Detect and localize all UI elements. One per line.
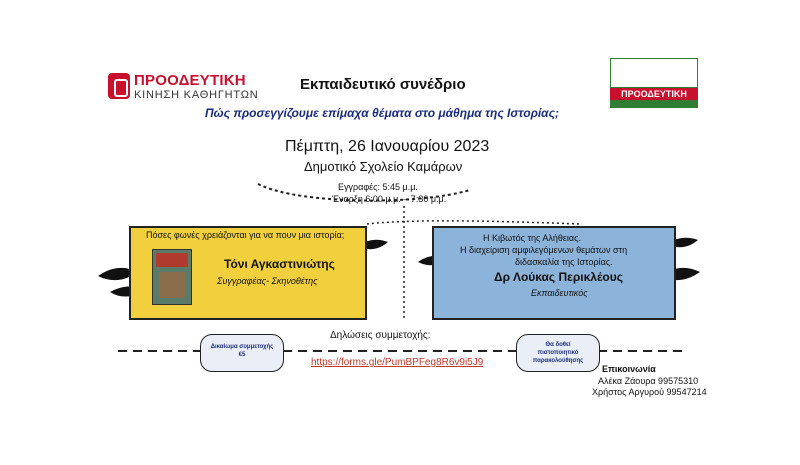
dotted-connector (367, 221, 582, 224)
contact-title: Επικοινωνία (602, 364, 656, 374)
right-logo-word: ΠΡΟΟΔΕΥΤΙΚΗ (610, 88, 698, 100)
fee-label: Δικαίωμα συμμετοχής (210, 344, 274, 350)
start-time: Έναρξη 6:00 μ.μ. – 7:30 μ.μ. (332, 194, 447, 204)
speaker-right-role: Εκπαιδευτικός (531, 288, 588, 298)
speaker-left-question: Πόσες φωνές χρειάζονται για να πουν μια ιστορία; (146, 230, 345, 240)
right-logo (610, 58, 698, 108)
logo-name: ΠΡΟΟΔΕΥΤΙΚΗ (134, 72, 246, 89)
event-venue: Δημοτικό Σχολείο Καμάρων (304, 159, 463, 174)
conference-title: Εκπαιδευτικό συνέδριο (300, 76, 466, 93)
logo-mark-icon (108, 73, 130, 99)
cert-line3: παρακολούθησης (532, 358, 584, 364)
contact-person-1: Αλέκα Ζάουρα 99575310 (598, 376, 699, 386)
progressive-logo (108, 72, 259, 104)
registration-label: Δηλώσεις συμμετοχής: (330, 330, 431, 341)
speaker-left-name: Τόνι Αγκαστινιώτης (224, 257, 335, 271)
contact-person-2: Χρήστος Αργυρού 99547214 (592, 387, 707, 397)
book-cover-image (152, 249, 192, 305)
speaker-right-topic-line3: διδασκαλία της Ιστορίας. (515, 257, 613, 267)
logo-subtitle: ΚΙΝΗΣΗ ΚΑΘΗΓΗΤΩΝ (134, 89, 259, 101)
speaker-left-role: Συγγραφέας- Σκηνοθέτης (217, 276, 318, 286)
speaker-right-topic-line2: Η διαχείριση αμφιλεγόμενων θεμάτων στη (460, 245, 628, 255)
cert-line2: πιστοποιητικό (537, 350, 579, 356)
certificate-badge (516, 334, 600, 372)
event-date: Πέμπτη, 26 Ιανουαρίου 2023 (285, 138, 490, 155)
speaker-right-name: Δρ Λούκας Περικλέους (494, 270, 623, 284)
cert-line1: Θα δοθεί (545, 342, 571, 348)
conference-subtitle: Πώς προσεγγίζουμε επίμαχα θέματα στο μάθημα της Ιστορίας; (205, 106, 559, 120)
fee-badge (200, 334, 284, 372)
fee-amount: €5 (238, 352, 246, 358)
speaker-right-topic-line1: Η Κιβωτός της Αλήθειας. (483, 233, 581, 243)
registration-form-link[interactable]: https://forms.gle/PumBPFeg8R6v9i5J9 (311, 357, 484, 368)
registration-time: Εγγραφές: 5:45 μ.μ. (338, 182, 418, 192)
logo-banner (610, 58, 698, 88)
